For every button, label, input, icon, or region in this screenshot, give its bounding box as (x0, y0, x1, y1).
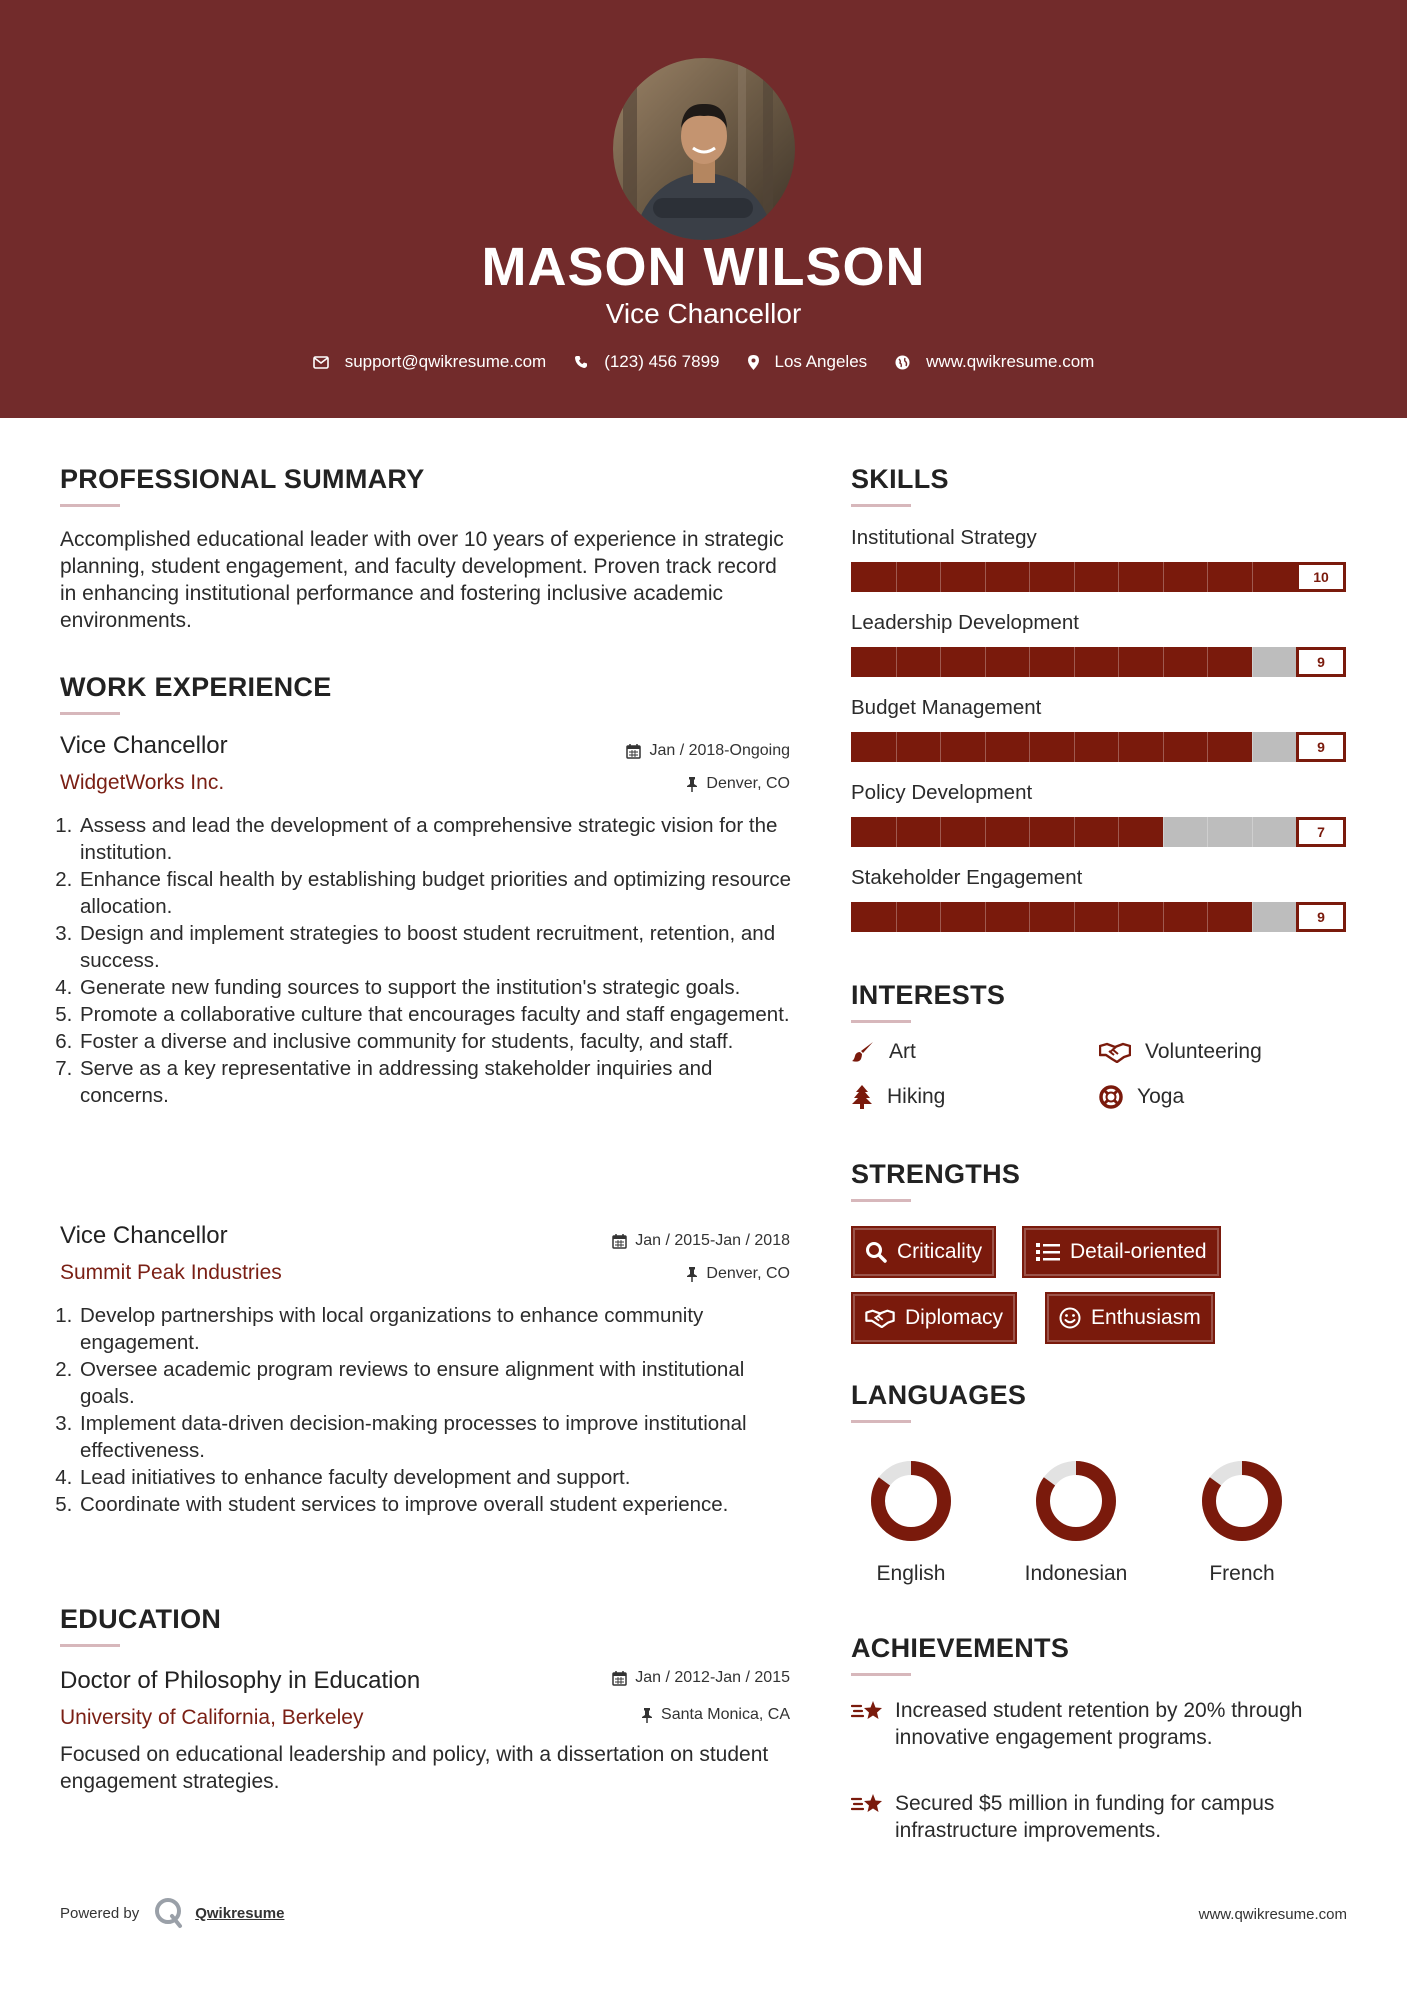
achievements-rule (851, 1673, 911, 1676)
skill-bar-divider (985, 647, 986, 677)
powered-by-label: Powered by (60, 1904, 140, 1922)
skill-bar-divider (1118, 732, 1119, 762)
education-description: Focused on educational leadership and policy, with a dissertation on student engagement strategies. (60, 1743, 769, 1793)
skill-bar-divider (940, 647, 941, 677)
duty-item: 2. Enhance fiscal health by establishing budget priorities and optimizing resource allocation. (78, 866, 795, 920)
calendar-icon (612, 1671, 627, 1686)
interests-heading: INTERESTS (851, 980, 1006, 1010)
job-2-company: Summit Peak Industries (60, 1261, 282, 1284)
interest-label: Art (889, 1040, 916, 1063)
experience-rule (60, 712, 120, 715)
duty-item: 1. Develop partnerships with local organizations to enhance community engagement. (78, 1302, 795, 1356)
skill-bar-divider (1207, 902, 1208, 932)
phone-text: (123) 456 7899 (604, 352, 720, 371)
skill-bar-divider (1163, 732, 1164, 762)
skill-bar-fill (851, 562, 1346, 592)
skill-bar-fill (851, 817, 1163, 847)
contact-location (748, 352, 868, 372)
email-text: support@qwikresume.com (344, 352, 547, 371)
duty-item: 6. Foster a diverse and inclusive community for students, faculty, and staff. (78, 1028, 795, 1055)
strength-label: Detail-oriented (1070, 1240, 1207, 1263)
interests-rule (851, 1020, 911, 1023)
summary-rule (60, 504, 120, 507)
resume-header (0, 0, 1407, 418)
skill-bar (851, 562, 1346, 592)
skill-bar-divider (1252, 562, 1253, 592)
strength-diplomacy (851, 1292, 1017, 1344)
location-pin-icon (748, 355, 759, 370)
language-item (1001, 1458, 1151, 1586)
skill-bar-divider (896, 562, 897, 592)
skill-bar-fill (851, 647, 1252, 677)
search-icon (865, 1241, 887, 1263)
tree-icon (851, 1085, 873, 1109)
pushpin-icon (686, 777, 698, 792)
job-1-location-text: Denver, CO (706, 775, 790, 792)
duty-item: 4. Generate new funding sources to support the institution's strategic goals. (78, 974, 795, 1001)
education-dates (500, 1669, 790, 1687)
skill-bar-divider (1118, 817, 1119, 847)
languages-rule (851, 1420, 911, 1423)
footer-website[interactable]: www.qwikresume.com (1198, 1906, 1347, 1923)
contact-website[interactable] (895, 352, 1094, 372)
strength-enthusiasm (1045, 1292, 1215, 1344)
handshake-icon (865, 1308, 895, 1328)
contact-email[interactable] (313, 352, 547, 372)
language-donut (1033, 1458, 1119, 1544)
job-1-duties (60, 812, 795, 1109)
job-2-duties (60, 1302, 795, 1518)
skill-bar-divider (1029, 902, 1030, 932)
skill-bar-divider (1074, 647, 1075, 677)
interest-label: Yoga (1137, 1085, 1185, 1108)
phone-icon (574, 355, 588, 369)
skill-bar-divider (1029, 732, 1030, 762)
skill-bar-fill (851, 902, 1252, 932)
education-school: University of California, Berkeley (60, 1706, 364, 1729)
job-2-title: Vice Chancellor (60, 1222, 228, 1249)
skill-bar (851, 647, 1346, 677)
skill-bar-divider (940, 562, 941, 592)
education-heading: EDUCATION (60, 1604, 222, 1634)
skill-bar-divider (1252, 902, 1253, 932)
summary-text: Accomplished educational leader with over 10 years of experience in strategic planning, student engagement, and faculty development. Proven track record in enhancing institutional performance and fostering inclusive academic environments. (60, 528, 784, 632)
skill-bar-fill (851, 732, 1252, 762)
lifebuoy-icon (1099, 1085, 1123, 1109)
experience-heading: WORK EXPERIENCE (60, 672, 332, 702)
skill-score: 10 (1296, 562, 1346, 592)
pushpin-icon (686, 1267, 698, 1282)
skill-label: Policy Development (851, 781, 1033, 804)
candidate-name: MASON WILSON (481, 237, 926, 297)
contact-phone[interactable] (574, 352, 719, 372)
skill-label: Institutional Strategy (851, 526, 1037, 549)
skill-bar-divider (1074, 562, 1075, 592)
skill-bar-divider (896, 817, 897, 847)
qwikresume-link[interactable]: Qwikresume (195, 1904, 285, 1922)
strength-label: Diplomacy (905, 1306, 1004, 1329)
achievement-text: Increased student retention by 20% through innovative engagement programs. (895, 1699, 1303, 1749)
skill-bar-divider (1074, 902, 1075, 932)
language-donut (1199, 1458, 1285, 1544)
strengths-rule (851, 1199, 911, 1202)
skill-bar-divider (940, 732, 941, 762)
duty-item: 5. Promote a collaborative culture that encourages faculty and staff engagement. (78, 1001, 795, 1028)
skill-bar-divider (940, 817, 941, 847)
job-1-location (500, 775, 790, 793)
website-text: www.qwikresume.com (926, 352, 1095, 371)
achievement-item (851, 1790, 1335, 1844)
achievement-item (851, 1697, 1335, 1751)
location-text: Los Angeles (774, 352, 868, 371)
skill-label: Budget Management (851, 696, 1042, 719)
skill-score: 9 (1296, 732, 1346, 762)
achievement-text: Secured $5 million in funding for campus infrastructure improvements. (895, 1792, 1275, 1842)
language-item (836, 1458, 986, 1586)
skill-bar-divider (1163, 562, 1164, 592)
skill-bar-divider (1207, 647, 1208, 677)
skill-bar-divider (1163, 902, 1164, 932)
skill-bar-divider (896, 732, 897, 762)
skill-bar-divider (1207, 732, 1208, 762)
summary-heading: PROFESSIONAL SUMMARY (60, 464, 425, 494)
education-location-text: Santa Monica, CA (661, 1706, 790, 1723)
skill-bar-divider (1252, 732, 1253, 762)
smile-icon (1059, 1307, 1081, 1329)
job-1-dates-text: Jan / 2018-Ongoing (649, 742, 790, 759)
footer-powered-by (60, 1896, 284, 1930)
skill-score: 9 (1296, 647, 1346, 677)
skill-score: 7 (1296, 817, 1346, 847)
calendar-icon (626, 744, 641, 759)
duty-item: 1. Assess and lead the development of a comprehensive strategic vision for the institution. (78, 812, 795, 866)
skill-bar-divider (896, 647, 897, 677)
skill-bar-divider (1029, 647, 1030, 677)
job-1-dates (500, 742, 790, 760)
education-location (500, 1706, 790, 1724)
interest-volunteering (1099, 1040, 1262, 1064)
skill-bar-divider (985, 562, 986, 592)
skill-bar-divider (1074, 732, 1075, 762)
achievements-heading: ACHIEVEMENTS (851, 1633, 1070, 1663)
contact-bar (0, 352, 1407, 372)
skill-label: Stakeholder Engagement (851, 866, 1083, 889)
shooting-star-icon (851, 1790, 885, 1818)
language-donut (868, 1458, 954, 1544)
job-1-company: WidgetWorks Inc. (60, 771, 225, 794)
skill-bar-divider (1029, 562, 1030, 592)
skill-bar-divider (985, 817, 986, 847)
skill-bar-divider (1118, 647, 1119, 677)
skill-bar-divider (1252, 817, 1253, 847)
skill-bar-divider (896, 902, 897, 932)
interest-yoga (1099, 1085, 1184, 1109)
interest-art (851, 1040, 916, 1064)
education-dates-text: Jan / 2012-Jan / 2015 (635, 1669, 790, 1686)
skills-heading: SKILLS (851, 464, 949, 494)
language-label: Indonesian (1024, 1562, 1128, 1585)
skill-bar-divider (985, 732, 986, 762)
paintbrush-icon (851, 1040, 875, 1064)
language-item (1167, 1458, 1317, 1586)
duty-item: 4. Lead initiatives to enhance faculty development and support. (78, 1464, 795, 1491)
skill-bar-divider (1163, 817, 1164, 847)
skill-bar (851, 817, 1346, 847)
duty-item: 5. Coordinate with student services to improve overall student experience. (78, 1491, 795, 1518)
strength-detail-oriented (1022, 1226, 1221, 1278)
job-2-location-text: Denver, CO (706, 1265, 790, 1282)
calendar-icon (612, 1234, 627, 1249)
job-2-dates-text: Jan / 2015-Jan / 2018 (635, 1232, 790, 1249)
skill-bar-divider (1118, 902, 1119, 932)
interest-hiking (851, 1085, 945, 1109)
interest-label: Hiking (887, 1085, 946, 1108)
strength-label: Enthusiasm (1091, 1306, 1201, 1329)
skill-score: 9 (1296, 902, 1346, 932)
skill-bar-divider (1118, 562, 1119, 592)
duty-item: 3. Design and implement strategies to boost student recruitment, retention, and success. (78, 920, 795, 974)
interest-label: Volunteering (1145, 1040, 1262, 1063)
skill-bar-divider (1252, 647, 1253, 677)
skill-bar-divider (985, 902, 986, 932)
skill-bar-divider (1163, 647, 1164, 677)
education-degree: Doctor of Philosophy in Education (60, 1667, 421, 1694)
strength-label: Criticality (897, 1240, 983, 1263)
skill-bar-divider (1207, 817, 1208, 847)
profile-photo (613, 58, 795, 240)
skill-bar-divider (1207, 562, 1208, 592)
duty-item: 7. Serve as a key representative in addressing stakeholder inquiries and concerns. (78, 1055, 795, 1109)
languages-heading: LANGUAGES (851, 1380, 1027, 1410)
skill-bar-divider (1074, 817, 1075, 847)
job-2-dates (500, 1232, 790, 1250)
mail-icon (313, 356, 329, 369)
list-icon (1036, 1242, 1060, 1262)
duty-item: 2. Oversee academic program reviews to ensure alignment with institutional goals. (78, 1356, 795, 1410)
shooting-star-icon (851, 1697, 885, 1725)
education-rule (60, 1644, 120, 1647)
language-label: French (1209, 1562, 1275, 1585)
pushpin-icon (641, 1708, 653, 1723)
strengths-heading: STRENGTHS (851, 1159, 1021, 1189)
skill-bar (851, 902, 1346, 932)
skill-bar (851, 732, 1346, 762)
skill-bar-divider (1029, 817, 1030, 847)
strength-criticality (851, 1226, 996, 1278)
job-1-title: Vice Chancellor (60, 732, 228, 759)
skills-rule (851, 504, 911, 507)
duty-item: 3. Implement data-driven decision-making processes to improve institutional effectiveness. (78, 1410, 795, 1464)
skill-bar-divider (940, 902, 941, 932)
job-2-location (500, 1265, 790, 1283)
qwikresume-logo-icon (153, 1896, 185, 1930)
candidate-title: Vice Chancellor (605, 298, 802, 329)
skill-label: Leadership Development (851, 611, 1079, 634)
globe-icon (895, 355, 910, 370)
handshake-icon (1099, 1041, 1131, 1063)
language-label: English (876, 1562, 946, 1585)
